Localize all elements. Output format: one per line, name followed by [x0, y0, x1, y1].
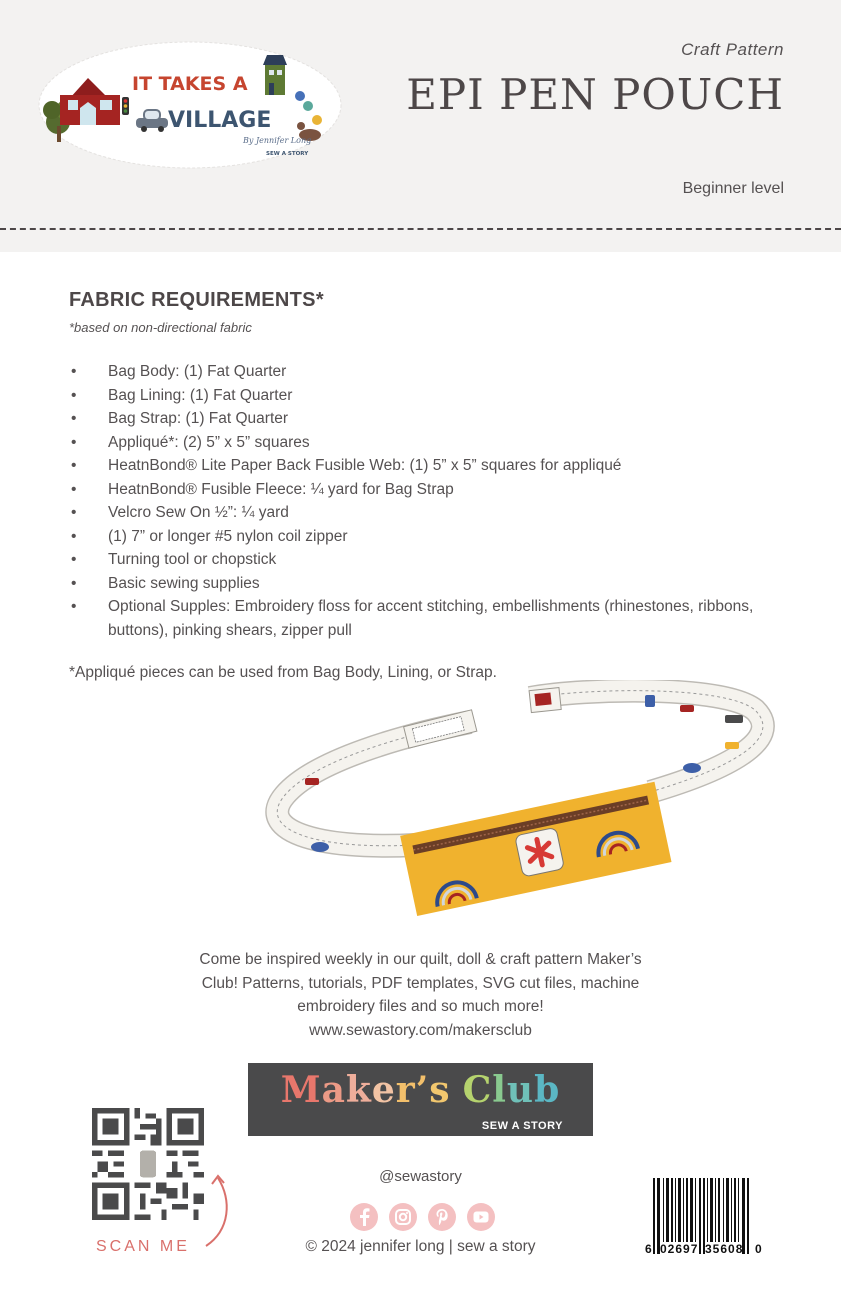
requirements-list — [69, 360, 799, 642]
bullet-icon: • — [71, 433, 77, 451]
social-links — [350, 1203, 495, 1231]
pouch-illustration — [255, 680, 775, 920]
skill-level: Beginner level — [682, 180, 784, 197]
pinterest-icon[interactable] — [428, 1203, 456, 1231]
list-item: • Turning tool or chopstick — [69, 548, 799, 572]
promo-line: embroidery files and so much more! — [297, 998, 544, 1015]
list-item: • Basic sewing supplies — [69, 572, 799, 596]
applique-footnote: *Appliqué pieces can be used from Bag Body, Lining, or Strap. — [69, 664, 497, 681]
list-item: • Velcro Sew On ½”: ¼ yard — [69, 501, 799, 525]
svg-text:By Jennifer Long: By Jennifer Long — [243, 136, 312, 145]
bullet-icon: • — [71, 504, 77, 521]
list-item: • HeatnBond® Lite Paper Back Fusible Web: (1) 5” x 5” squares for appliqué — [69, 454, 799, 478]
makers-club-brand: SEW A STORY — [481, 1120, 563, 1132]
bullet-icon: • — [71, 386, 77, 404]
dashed-divider — [0, 228, 841, 230]
instagram-icon[interactable] — [389, 1203, 417, 1231]
list-item: • Bag Body: (1) Fat Quarter — [69, 360, 799, 384]
bullet-icon: • — [71, 480, 77, 498]
svg-text:VILLAGE: VILLAGE — [168, 108, 272, 133]
bullet-icon: • — [71, 363, 77, 380]
makers-club-promo — [150, 948, 691, 1042]
bullet-icon: • — [71, 527, 77, 545]
promo-line: Come be inspired weekly in our quilt, doll & craft pattern Maker’s — [199, 951, 642, 968]
facebook-icon[interactable] — [350, 1203, 378, 1231]
list-item: • Optional Supples: Embroidery floss for accent stitching, embellishments (rhinestones, ribbons, buttons), pinking shears, zipper pull — [69, 595, 799, 642]
svg-text:SEW A STORY: SEW A STORY — [266, 151, 309, 157]
makers-club-title: Maker’s Club — [280, 1069, 561, 1111]
bullet-icon: • — [71, 410, 77, 427]
bullet-icon: • — [71, 457, 77, 474]
scan-me-label: SCAN ME — [96, 1238, 190, 1255]
it-takes-a-village-logo — [38, 40, 342, 170]
makers-club-banner[interactable] — [248, 1063, 593, 1136]
makers-club-link[interactable]: www.sewastory.com/makersclub — [309, 1021, 532, 1039]
social-handle: @sewastory — [379, 1168, 462, 1185]
svg-text:IT TAKES A: IT TAKES A — [132, 73, 248, 95]
qr-code[interactable] — [92, 1108, 204, 1220]
requirements-heading: FABRIC REQUIREMENTS* — [69, 289, 324, 311]
page-title: EPI PEN POUCH — [406, 70, 784, 119]
list-item: • HeatnBond® Fusible Fleece: ¼ yard for Bag Strap — [69, 478, 799, 502]
bullet-icon: • — [71, 551, 77, 568]
list-item: • Appliqué*: (2) 5” x 5” squares — [69, 431, 799, 455]
list-item: • Bag Strap: (1) Fat Quarter — [69, 407, 799, 431]
youtube-icon[interactable] — [467, 1203, 495, 1231]
pattern-category: Craft Pattern — [681, 40, 784, 59]
list-item: • Bag Lining: (1) Fat Quarter — [69, 384, 799, 408]
copyright: © 2024 jennifer long | sew a story — [305, 1238, 536, 1255]
list-item: • (1) 7” or longer #5 nylon coil zipper — [69, 525, 799, 549]
promo-line: Club! Patterns, tutorials, PDF templates, SVG cut files, machine — [201, 974, 640, 992]
bullet-icon: • — [71, 598, 77, 615]
bullet-icon: • — [71, 574, 77, 592]
requirements-subtitle: *based on non-directional fabric — [69, 320, 252, 335]
header-band — [0, 0, 841, 252]
